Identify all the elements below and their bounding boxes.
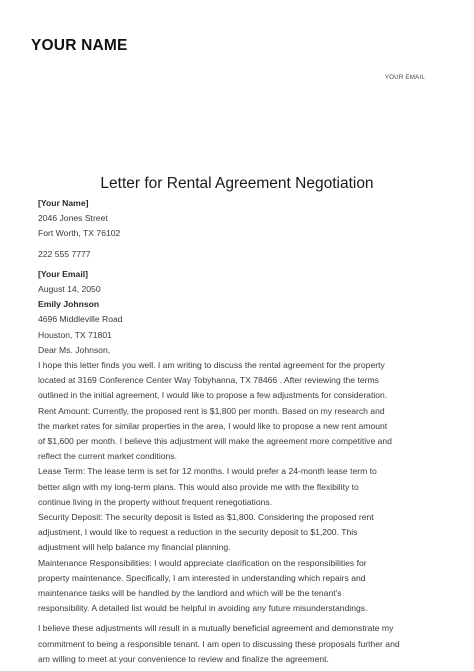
point-maintenance [38, 556, 438, 617]
paragraph-line: Rent Amount: Currently, the proposed rent is $1,800 per month. Based on my research and [38, 405, 385, 416]
paragraph-line: commitment to being a responsible tenant. I am open to discussing these proposals further and [38, 638, 400, 649]
paragraph-line: I hope this letter finds you well. I am writing to discuss the rental agreement for the property [38, 360, 385, 371]
paragraph-line: located at 3169 Conference Center Way Tobyhanna, TX 78466 . After reviewing the terms [38, 375, 379, 386]
paragraph-line: property maintenance. Specifically, I am interested in understanding which repairs and [38, 572, 366, 583]
salutation: Dear Ms. Johnson, [38, 344, 111, 355]
closing-paragraph [38, 621, 438, 667]
paragraph-line: continue living in the property without frequent renegotiations. [38, 496, 273, 507]
paragraph-line: responsibility. A detailed list would be helpful in avoiding any future misunderstandings. [38, 603, 368, 614]
brand-email: YOUR EMAIL [384, 74, 425, 81]
sender-street: 2046 Jones Street [38, 213, 108, 224]
letter-body [38, 196, 438, 667]
sender-city: Fort Worth, TX 76102 [38, 228, 121, 239]
paragraph-line: Maintenance Responsibilities: I would appreciate clarification on the responsibilities for [38, 557, 367, 568]
point-rent-amount [38, 404, 438, 465]
paragraph-line: the market rates for similar properties in the area, I would like to propose a new rent amount [38, 420, 388, 431]
recipient-name: Emily Johnson [38, 299, 100, 310]
point-lease-term [38, 464, 438, 510]
paragraph-line: I believe these adjustments will result in a mutually beneficial agreement and demonstrate my [38, 623, 394, 634]
sender-email: [Your Email] [38, 268, 88, 279]
point-security-deposit [38, 510, 438, 556]
intro-paragraph [38, 358, 438, 404]
paragraph-line: Lease Term: The lease term is set for 12 months. I would prefer a 24-month lease term to [38, 466, 377, 477]
paragraph-line: Security Deposit: The security deposit is listed as $1,800. Considering the proposed rent [38, 512, 374, 523]
paragraph-line: better align with my long-term plans. This would also provide me with the flexibility to [38, 481, 359, 492]
paragraph-line: maintenance tasks will be handled by the landlord and which will be the tenant's [38, 588, 342, 599]
paragraph-line: of $1,600 per month. I believe this adjustment will make the agreement more competitive and [38, 436, 392, 447]
paragraph-line: adjustment, I would like to request a reduction in the security deposit to $1,200. This [38, 527, 358, 538]
sender-phone: 222 555 7777 [38, 248, 91, 259]
sender-name: [Your Name] [38, 198, 89, 208]
letter-date: August 14, 2050 [38, 284, 101, 295]
document-title: Letter for Rental Agreement Negotiation [100, 175, 374, 192]
paragraph-line: reflect the current market conditions. [38, 451, 177, 462]
recipient-city: Houston, TX 71801 [38, 329, 112, 340]
paragraph-line: am willing to meet at your convenience to review and finalize the agreement. [38, 653, 329, 664]
brand-name: YOUR NAME [31, 37, 128, 54]
recipient-street: 4696 Middleville Road [38, 314, 123, 325]
paragraph-line: adjustment will help balance my financial planning. [38, 542, 231, 553]
paragraph-line: outlined in the initial agreement, I would like to propose a few adjustments for consideration. [38, 390, 388, 401]
